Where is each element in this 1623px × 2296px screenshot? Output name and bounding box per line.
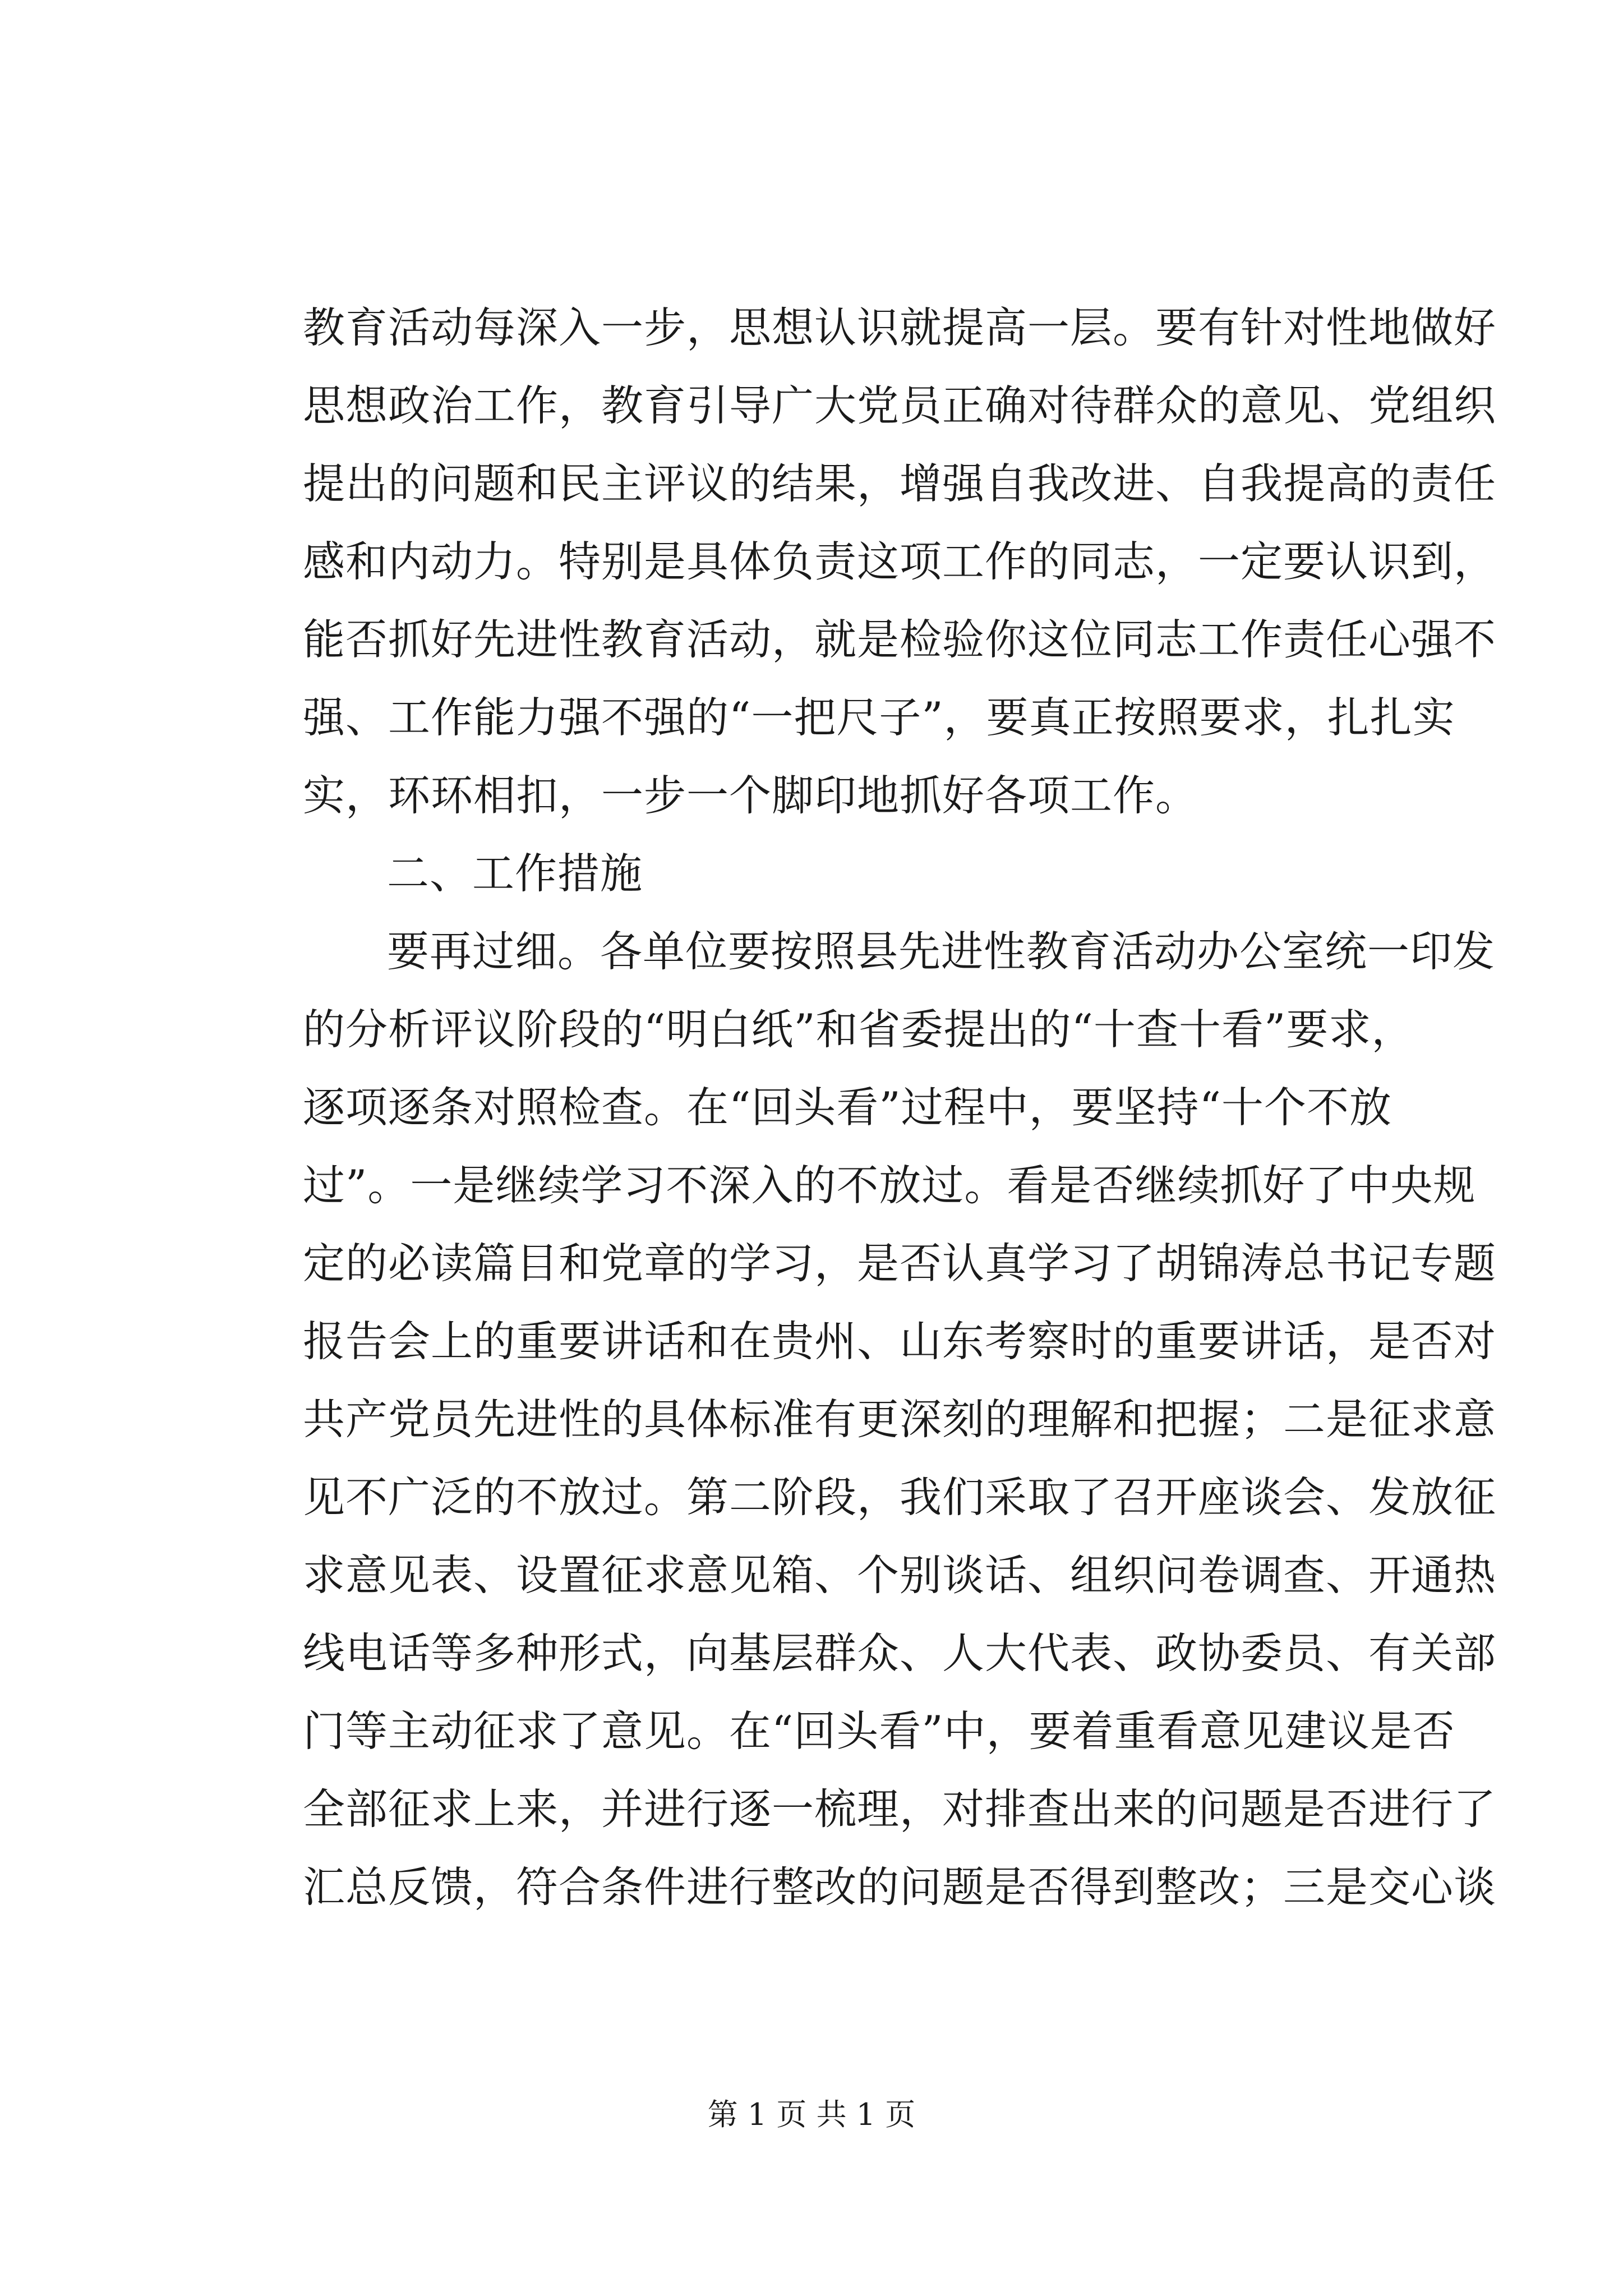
section-heading: 二、工作措施 — [387, 849, 643, 898]
text-line: 思想政治工作，教育引导广大党员正确对待群众的意见、党组织 — [303, 381, 1497, 430]
text-line: 汇总反馈，符合条件进行整改的问题是否得到整改；三是交心谈 — [303, 1862, 1497, 1912]
document-body — [303, 289, 1497, 1926]
text-line: 定的必读篇目和党章的学习，是否认真学习了胡锦涛总书记专题 — [303, 1239, 1497, 1288]
text-line: 过”。一是继续学习不深入的不放过。看是否继续抓好了中央规 — [303, 1161, 1476, 1210]
text-line: 见不广泛的不放过。第二阶段，我们采取了召开座谈会、发放征 — [303, 1473, 1497, 1522]
text-line: 能否抓好先进性教育活动，就是检验你这位同志工作责任心强不 — [303, 615, 1497, 664]
text-line: 逐项逐条对照检查。在“回头看”过程中，要坚持“十个不放 — [303, 1083, 1393, 1132]
text-line: 要再过细。各单位要按照县先进性教育活动办公室统一印发 — [387, 927, 1496, 976]
text-line: 的分析评议阶段的“明白纸”和省委提出的“十查十看”要求， — [303, 1005, 1414, 1054]
text-line: 实，环环相扣，一步一个脚印地抓好各项工作。 — [303, 771, 1198, 820]
text-line: 提出的问题和民主评议的结果，增强自我改进、自我提高的责任 — [303, 459, 1497, 508]
text-line: 门等主动征求了意见。在“回头看”中，要着重看意见建议是否 — [303, 1706, 1455, 1756]
text-line: 线电话等多种形式，向基层群众、人大代表、政协委员、有关部 — [303, 1628, 1497, 1678]
text-line: 报告会上的重要讲话和在贵州、山东考察时的重要讲话，是否对 — [303, 1317, 1497, 1366]
text-line: 感和内动力。特别是具体负责这项工作的同志，一定要认识到， — [303, 537, 1497, 586]
page-footer: 第 1 页 共 1 页 — [707, 2097, 916, 2132]
text-line: 共产党员先进性的具体标准有更深刻的理解和把握；二是征求意 — [303, 1395, 1497, 1444]
text-line: 强、工作能力强不强的“一把尺子”，要真正按照要求，扎扎实 — [303, 693, 1455, 742]
text-line: 全部征求上来，并进行逐一梳理，对排查出来的问题是否进行了 — [303, 1784, 1497, 1834]
text-line: 教育活动每深入一步，思想认识就提高一层。要有针对性地做好 — [303, 303, 1497, 352]
text-line: 求意见表、设置征求意见箱、个别谈话、组织问卷调查、开通热 — [303, 1550, 1497, 1600]
